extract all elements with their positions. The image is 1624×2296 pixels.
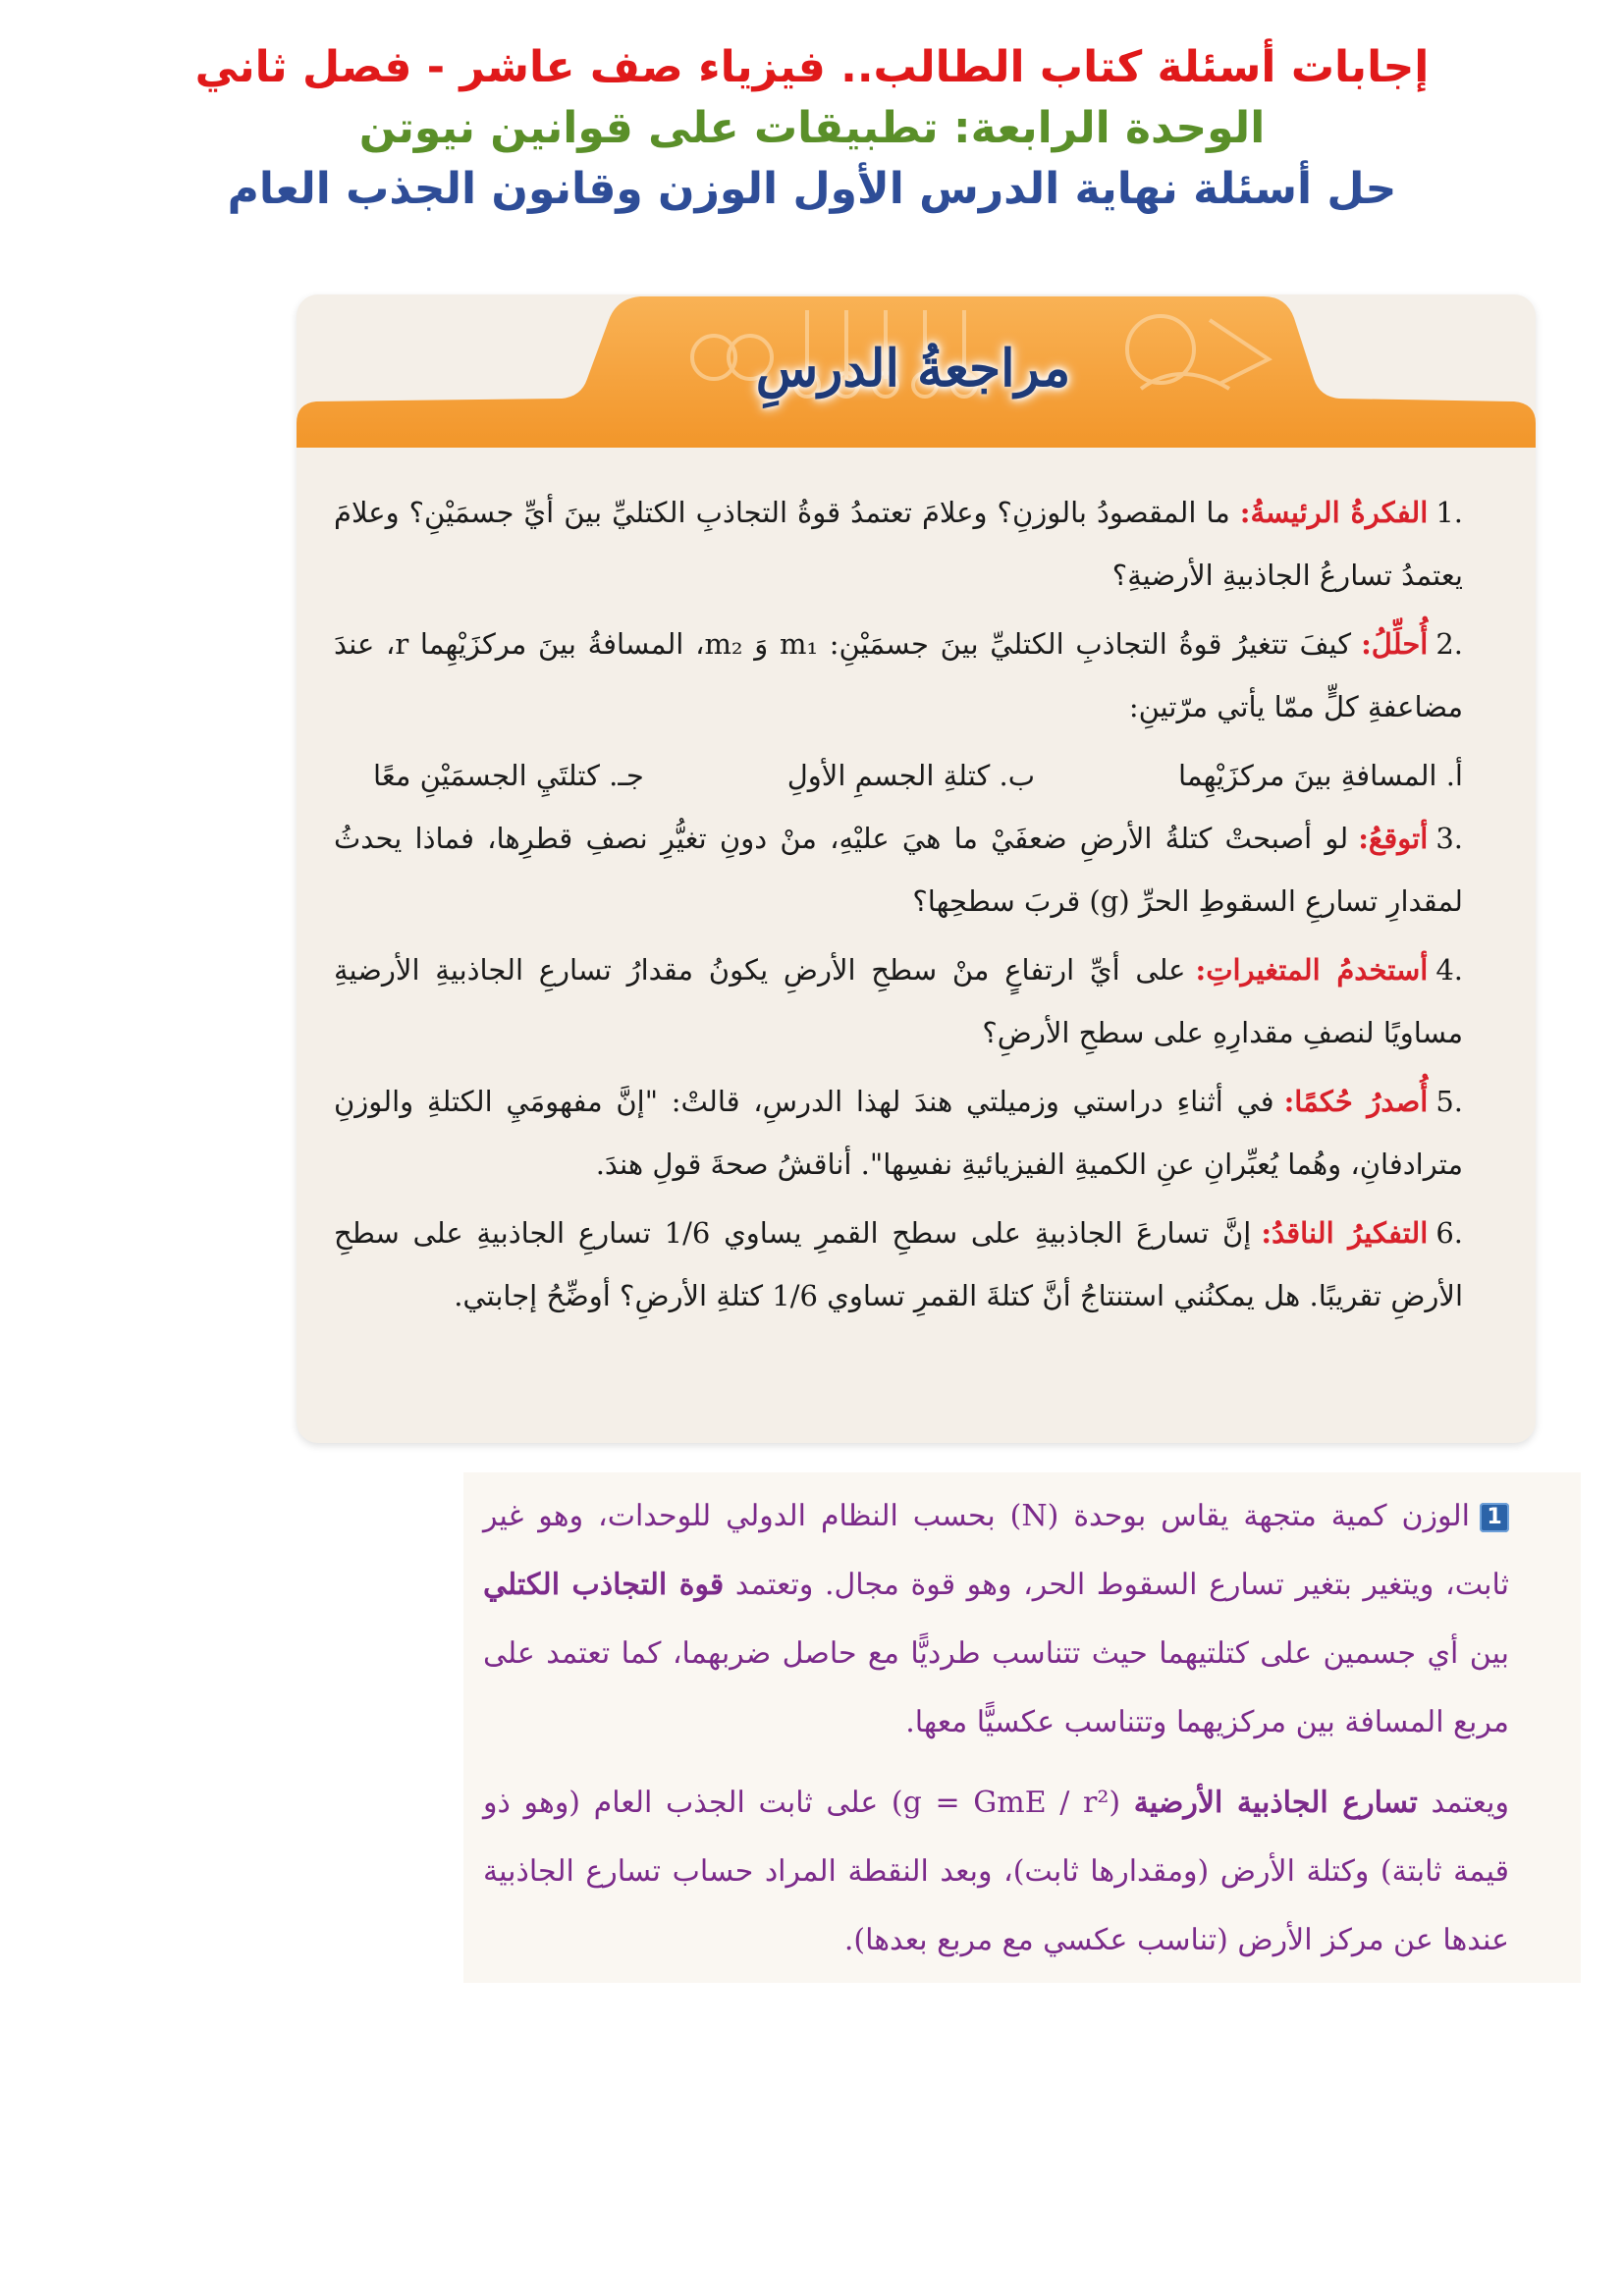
questions-list bbox=[334, 481, 1463, 1333]
answer-text-part: ويعتمد bbox=[1417, 1786, 1509, 1820]
answer-text-part: الوزن كمية متجهة يقاس بوحدة (N) بحسب النظام الدولي للوحدات، وهو غير ثابت، ويتغير بتغير تسارع السقوط الحر، وهو قوة مجال. وتعتمد bbox=[483, 1499, 1509, 1602]
option-b: ب. كتلةِ الجسمِ الأولِ bbox=[786, 759, 1036, 792]
question-1 bbox=[334, 481, 1463, 607]
header-lesson: حل أسئلة نهاية الدرس الأول الوزن وقانون الجذب العام bbox=[227, 164, 1397, 214]
question-keyword: أُصدرُ حُكمًا: bbox=[1283, 1085, 1429, 1118]
question-number: .5 bbox=[1435, 1085, 1463, 1118]
question-2 bbox=[334, 613, 1463, 738]
question-text: لو أصبحتْ كتلةُ الأرضِ ضعفَيْ ما هيَ عليْهِ، منْ دونِ تغيُّرِ نصفِ قطرِها، فماذا يحدثُ لمقدارِ تسارعِ السقوطِ الحرِّ (g) قربَ سطحِها؟ bbox=[334, 822, 1463, 918]
question-6 bbox=[334, 1201, 1463, 1327]
question-text: في أثناءِ دراستي وزميلتي هندَ لهذا الدرسِ، قالتْ: "إنَّ مفهومَيِ الكتلةِ والوزنِ مترادفانِ، وهُما يُعبِّرانِ عنِ الكميةِ الفيزيائيةِ نفسِها". أناقشُ صحةَ قولِ هندَ. bbox=[334, 1085, 1463, 1181]
question-3 bbox=[334, 807, 1463, 933]
question-number: .6 bbox=[1435, 1216, 1463, 1250]
question-2-options bbox=[334, 744, 1463, 807]
option-a: أ. المسافةِ بينَ مركزَيْهِما bbox=[1178, 759, 1463, 792]
answer-term: قوة التجاذب الكتلي bbox=[483, 1568, 725, 1602]
question-keyword: أُحلِّلُ: bbox=[1361, 627, 1429, 661]
header-unit: الوحدة الرابعة: تطبيقات على قوانين نيوتن bbox=[358, 103, 1266, 153]
question-text: إنَّ تسارعَ الجاذبيةِ على سطحِ القمرِ يساوي 1/6 تسارعِ الجاذبيةِ على سطحِ الأرضِ تقريبًا. هل يمكنُني استنتاجُ أنَّ كتلةَ القمرِ تساوي 1/6 كتلةِ الأرضِ؟ أوضِّحُ إجابتي. bbox=[334, 1216, 1463, 1312]
page-headers bbox=[0, 37, 1624, 220]
question-5 bbox=[334, 1070, 1463, 1196]
option-c: جـ. كتلتَيِ الجسمَيْنِ معًا bbox=[373, 759, 644, 792]
question-keyword: التفكيرُ الناقدُ: bbox=[1261, 1216, 1429, 1250]
question-number: .1 bbox=[1435, 496, 1463, 529]
header-title: إجابات أسئلة كتاب الطالب.. فيزياء صف عاشر - فصل ثاني bbox=[194, 42, 1430, 92]
question-text: على أيِّ ارتفاعٍ منْ سطحِ الأرضِ يكونُ مقدارُ تسارعِ الجاذبيةِ الأرضيةِ مساويًا لنصفِ مقدارِهِ على سطحِ الأرضِ؟ bbox=[334, 953, 1463, 1049]
question-number: .4 bbox=[1435, 953, 1463, 987]
question-number: .2 bbox=[1435, 627, 1463, 661]
answer-term: تسارع الجاذبية الأرضية bbox=[1133, 1786, 1418, 1820]
answer-text-part: بين أي جسمين على كتلتيهما حيث تتناسب طرديًّا مع حاصل ضربهما، كما تعتمد على مربع المسافة بين مركزيهما وتتناسب عكسيًّا معها. bbox=[483, 1636, 1510, 1739]
question-text: كيفَ تتغيرُ قوةُ التجاذبِ الكتليِّ بينَ جسمَيْنِ: m₁ وَ m₂، المسافةُ بينَ مركزَيْهِما r، عندَ مضاعفةِ كلٍّ ممّا يأتي مرّتينِ: bbox=[334, 627, 1463, 723]
question-number: .3 bbox=[1435, 822, 1463, 855]
answer-text bbox=[483, 1482, 1509, 1987]
review-title: مراجعةُ الدرسِ bbox=[755, 339, 1071, 399]
question-text: ما المقصودُ بالوزنِ؟ وعلامَ تعتمدُ قوةُ التجاذبِ الكتليِّ بينَ أيِّ جسمَيْنِ؟ وعلامَ يعتمدُ تسارعُ الجاذبيةِ الأرضيةِ؟ bbox=[334, 496, 1463, 592]
answer-number-badge: 1 bbox=[1480, 1503, 1509, 1532]
answer-paragraph-1 bbox=[483, 1482, 1509, 1757]
question-keyword: أتوقعُ: bbox=[1358, 822, 1429, 855]
question-4 bbox=[334, 938, 1463, 1064]
question-keyword: الفكرةُ الرئيسةُ: bbox=[1239, 496, 1429, 529]
answer-text-part: على ثابت الجذب العام (وهو ذو قيمة ثابتة) وكتلة الأرض (ومقدارها ثابت)، وبعد النقطة المراد حساب تسارع الجاذبية عندها عن مركز الأرض (تناسب عكسي مع مربع بعدها). bbox=[483, 1786, 1509, 1957]
gravity-formula: (g = GmE / r²) bbox=[891, 1786, 1121, 1820]
question-keyword: أستخدمُ المتغيراتِ: bbox=[1195, 953, 1429, 987]
answer-paragraph-2 bbox=[483, 1769, 1509, 1975]
